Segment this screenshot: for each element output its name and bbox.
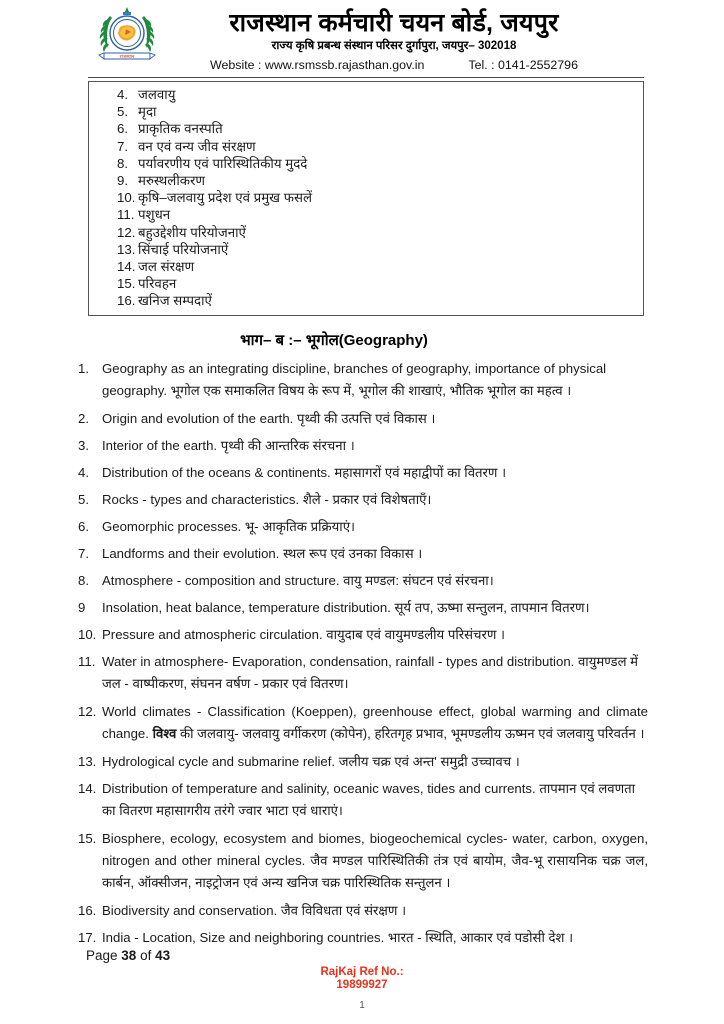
- page-footer: [0, 942, 724, 1024]
- syllabus-item-number: 14.: [78, 780, 97, 796]
- list-item: [89, 172, 643, 189]
- syllabus-item-number: 15.: [78, 830, 97, 846]
- syllabus-item: [78, 570, 648, 592]
- list-item: [89, 86, 643, 103]
- list-item: [89, 120, 643, 137]
- list-item-label: मृदा: [138, 104, 157, 120]
- syllabus-item-number: 2.: [78, 410, 89, 426]
- syllabus-item-text: Insolation, heat balance, temperature distribution. सूर्य तप, ऊष्मा सन्तुलन, तापमान वितरण।: [102, 599, 590, 615]
- syllabus-item: [78, 543, 648, 565]
- syllabus-item-text-tail: की जलवायु- जलवायु वर्गीकरण (कोपेन), हरितगृह प्रभाव, भूमण्डलीय ऊष्मन एवं जलवायु परिवर्तन ।: [176, 725, 645, 741]
- syllabus-item-text: Origin and evolution of the earth. पृथ्वी की उत्पत्ति एवं विकास ।: [102, 410, 436, 426]
- list-item-label: जलवायु: [138, 87, 176, 102]
- list-item-label: मरुस्थलीकरण: [138, 173, 206, 189]
- list-item: [89, 258, 643, 275]
- syllabus-item-number: 12.: [78, 703, 97, 719]
- list-item-label: पर्यावरणीय एवं पारिस्थितिकीय मुददे: [138, 155, 308, 171]
- telephone-text: Tel. : 0141-2552796: [468, 58, 578, 73]
- list-item: [89, 224, 643, 241]
- list-item: [89, 138, 643, 155]
- list-item-number: 12.: [117, 224, 136, 240]
- list-item: [89, 189, 643, 206]
- syllabus-item-number: 6.: [78, 518, 89, 534]
- syllabus-item-text-emphasis: विश्व: [152, 725, 177, 741]
- rajasthan-government-emblem-icon: [96, 2, 158, 64]
- syllabus-item: [78, 624, 648, 646]
- syllabus-item-text: Rocks - types and characteristics. शैले - प्रकार एवं विशेषताएँ।: [102, 491, 432, 507]
- list-item-label: बहुउद्देशीय परियोजनाऐं: [138, 224, 246, 240]
- syllabus-item-text: Atmosphere - composition and structure. वायु मण्डल: संघटन एवं संरचना।: [102, 572, 494, 588]
- syllabus-item: [78, 751, 648, 773]
- list-item-label: प्राकृतिक वनस्पति: [138, 121, 223, 137]
- syllabus-item: [78, 516, 648, 538]
- syllabus-item: [78, 408, 648, 430]
- syllabus-item-number: 4.: [78, 464, 89, 480]
- syllabus-item-text: Hydrological cycle and submarine relief. जलीय चक्र एवं अन्त' समुद्री उच्चावच ।: [102, 753, 520, 769]
- syllabus-item-text: Distribution of temperature and salinity, oceanic waves, tides and currents. तापमान एवं लवणता का वितरण महासागरीय तरंगे ज्वार भाटा एवं धाराएं।: [102, 780, 636, 818]
- syllabus-item-number: 13.: [78, 753, 97, 769]
- rajkaj-number: 19899927: [336, 979, 388, 991]
- list-item-label: जल संरक्षण: [138, 259, 195, 275]
- syllabus-item: [78, 778, 648, 822]
- list-item-number: 4.: [117, 87, 129, 102]
- syllabus-item-text: [100, 701, 648, 745]
- syllabus-item: [78, 462, 648, 484]
- syllabus-item-number: 1.: [78, 360, 89, 376]
- list-item: [89, 155, 643, 172]
- syllabus-item: [78, 900, 648, 922]
- svg-text:राजस्थान: राजस्थान: [119, 55, 135, 60]
- boxed-topic-list: [88, 81, 644, 316]
- list-item: [89, 206, 643, 223]
- list-item-number: 5.: [117, 104, 129, 120]
- syllabus-item-text: Biosphere, ecology, ecosystem and biomes, biogeochemical cycles- water, carbon, oxygen, nitrogen and other mineral cycles. जैव मण्डल पारिस्थितिकी तंत्र एवं बायोम, जैव-भू रासायनिक चक्र जल, कार्बन, ऑक्सीजन, नाइट्रोजन एवं अन्य खनिज चक्र पारिस्थितिक सन्तुलन ।: [102, 830, 648, 890]
- syllabus-item-number: 7.: [78, 545, 89, 561]
- organization-name: राजस्थान कर्मचारी चयन बोर्ड, जयपुर: [229, 9, 559, 37]
- list-item-number: 7.: [117, 138, 129, 154]
- syllabus-item-text: Geography as an integrating discipline, branches of geography, importance of physical geography. भूगोल एक समाकलित विषय के रूप में, भूगोल की शाखाएं, भौतिक भूगोल का महत्व ।: [102, 360, 607, 398]
- syllabus-item-number: 9: [78, 599, 86, 615]
- list-item-number: 6.: [117, 121, 129, 137]
- list-item-number: 11.: [117, 207, 135, 223]
- list-item-number: 8.: [117, 155, 129, 171]
- syllabus-item-number: 17.: [78, 929, 97, 945]
- organization-contact: [142, 58, 646, 72]
- section-heading: भाग– ब :– भूगोल(Geography): [240, 331, 428, 349]
- syllabus-item: [78, 701, 648, 745]
- syllabus-item-text: Water in atmosphere- Evaporation, condensation, rainfall - types and distribution. वायुमण्डल में जल - वाष्पीकरण, संघनन वर्षण - प्रकार एवं वितरण।: [102, 653, 639, 691]
- syllabus-item: [78, 651, 648, 695]
- syllabus-item: [78, 489, 648, 511]
- syllabus-item-number: 8.: [78, 572, 89, 588]
- syllabus-item-number: 3.: [78, 437, 89, 453]
- list-item: [89, 292, 643, 309]
- sheet-number: 1: [359, 1000, 365, 1011]
- list-item: [89, 241, 643, 258]
- syllabus-list: [78, 358, 648, 949]
- list-item: [89, 275, 643, 292]
- list-item-number: 15.: [117, 276, 136, 292]
- syllabus-item-number: 10.: [78, 626, 97, 642]
- syllabus-item-text: Pressure and atmospheric circulation. वायुदाब एवं वायुमण्डलीय परिसंचरण ।: [102, 626, 506, 642]
- syllabus-item-text: India - Location, Size and neighboring countries. भारत - स्थिति, आकार एवं पडोसी देश ।: [102, 929, 574, 945]
- list-item-number: 14.: [117, 259, 136, 275]
- syllabus-item: [78, 435, 648, 457]
- rajkaj-label: RajKaj Ref No.:: [320, 966, 404, 978]
- list-item-number: 9.: [117, 173, 129, 189]
- list-item-label: कृषि–जलवायु प्रदेश एवं प्रमुख फसलें: [138, 190, 313, 206]
- list-item-number: 13.: [117, 241, 136, 257]
- syllabus-item-number: 16.: [78, 902, 97, 918]
- syllabus-item-text-lead: World climates - Classification (Koeppen), greenhouse effect, global warming and climate change.: [102, 703, 648, 741]
- page-total-number: 43: [155, 948, 171, 963]
- syllabus-item-number: 11.: [78, 653, 96, 669]
- syllabus-item: [78, 358, 648, 402]
- syllabus-item: [78, 597, 648, 619]
- page-number-indicator: [86, 948, 170, 963]
- syllabus-item: [78, 828, 648, 894]
- syllabus-item-text: Landforms and their evolution. स्थल रूप एवं उनका विकास ।: [102, 545, 423, 561]
- syllabus-item-text: Interior of the earth. पृथ्वी की आन्तरिक संरचना ।: [102, 437, 355, 453]
- syllabus-item-number: 5.: [78, 491, 89, 507]
- page-label-middle: of: [136, 948, 156, 963]
- organization-address: राज्य कृषि प्रबन्ध संस्थान परिसर दुर्गापुरा, जयपुर– 302018: [271, 40, 517, 52]
- syllabus-item-text: Biodiversity and conservation. जैव विविधता एवं संरक्षण ।: [102, 902, 407, 918]
- letterhead: [86, 0, 646, 72]
- letterhead-text: [86, 10, 646, 72]
- list-item-label: खनिज सम्पदाऐं: [138, 293, 212, 309]
- syllabus-item-text: Geomorphic processes. भू- आकृतिक प्रक्रियाएं।: [102, 518, 355, 534]
- list-item-label: परिवहन: [138, 276, 177, 292]
- list-item-label: पशुधन: [138, 207, 171, 223]
- rajkaj-reference: [0, 966, 724, 992]
- page-label-prefix: Page: [86, 948, 122, 963]
- list-item-number: 16.: [117, 293, 136, 309]
- page-current-number: 38: [121, 948, 137, 963]
- list-item-label: वन एवं वन्य जीव संरक्षण: [138, 138, 256, 154]
- list-item-label: सिंचाई परियोजनाऐं: [138, 241, 229, 257]
- list-item: [89, 103, 643, 120]
- list-item-number: 10.: [117, 190, 136, 206]
- header-divider: [88, 77, 644, 78]
- website-text: Website : www.rsmssb.rajasthan.gov.in: [210, 58, 425, 73]
- syllabus-item-text: Distribution of the oceans & continents. महासागरों एवं महाद्वीपों का वितरण ।: [102, 464, 507, 480]
